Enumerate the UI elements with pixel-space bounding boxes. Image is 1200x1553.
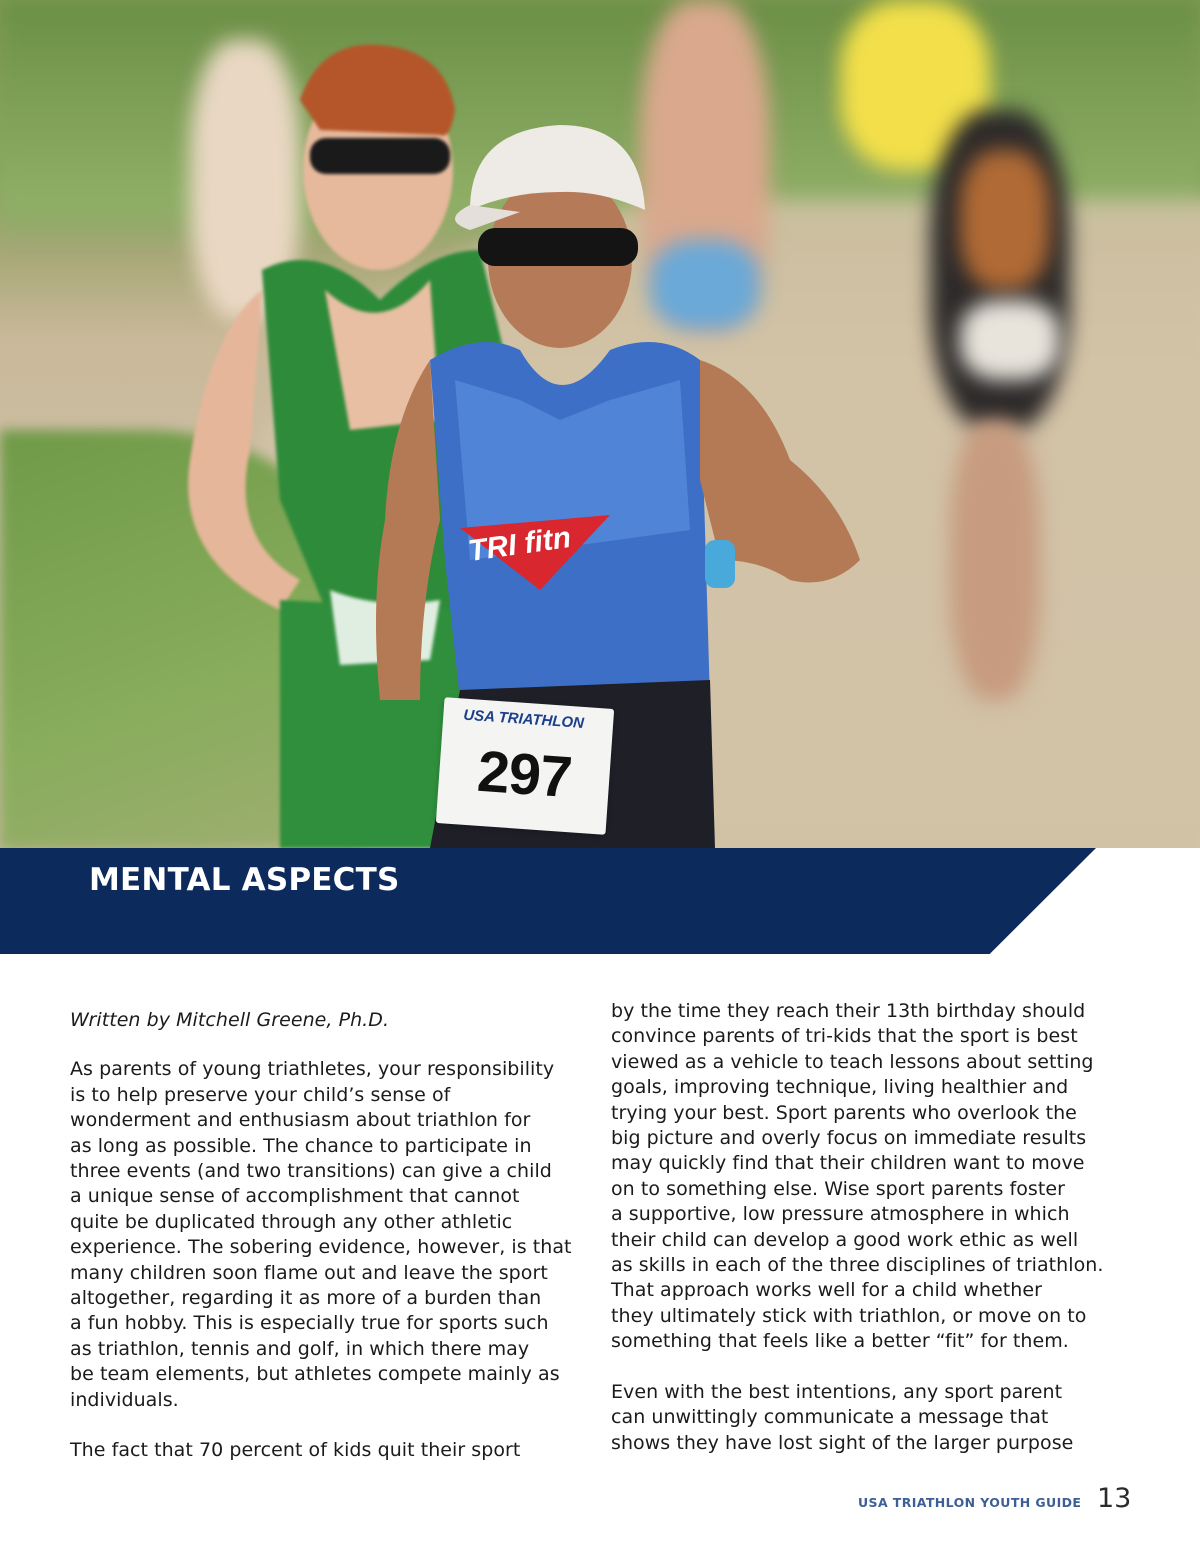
race-bib [436,697,614,835]
text-line: viewed as a vehicle to teach lessons about setting [611,1050,1094,1073]
text-line: three events (and two transitions) can give a child [70,1160,552,1183]
text-line: That approach works well for a child whether [611,1279,1042,1302]
text-line: trying your best. Sport parents who overlook the [611,1101,1077,1124]
jersey-sponsor-text: TRI fitn [466,520,574,569]
text-line: individuals. [70,1388,179,1411]
text-line: as long as possible. The chance to participate in [70,1134,532,1157]
text-line: altogether, regarding it as more of a burden than [70,1287,542,1310]
text-line: something that feels like a better “fit” for them. [611,1330,1069,1353]
text-line: they ultimately stick with triathlon, or move on to [611,1304,1087,1327]
article-left-column [70,1008,590,1489]
article-paragraph [70,1057,590,1413]
article-paragraph [611,999,1131,1355]
text-line: as skills in each of the three disciplines of triathlon. [611,1254,1104,1277]
section-title: MENTAL ASPECTS [89,862,400,898]
text-line: may quickly find that their children want to move [611,1152,1085,1175]
text-line: shows they have lost sight of the larger purpose [611,1431,1074,1454]
race-bib-number: 297 [475,738,574,811]
text-line: on to something else. Wise sport parents foster [611,1177,1065,1200]
text-line: be team elements, but athletes compete mainly as [70,1363,560,1386]
text-line: Even with the best intentions, any sport parent [611,1380,1063,1403]
text-line: quite be duplicated through any other athletic [70,1210,513,1233]
text-line: as triathlon, tennis and golf, in which there may [70,1337,530,1360]
text-line: goals, improving technique, living healthier and [611,1076,1069,1099]
text-line: many children soon flame out and leave the sport [70,1261,548,1284]
text-line: As parents of young triathletes, your responsibility [70,1058,555,1081]
page-number: 13 [1097,1483,1132,1514]
text-line: big picture and overly focus on immediate results [611,1127,1087,1150]
article-right-column [611,999,1131,1481]
text-line: a fun hobby. This is especially true for sports such [70,1312,549,1335]
text-line: their child can develop a good work ethic as well [611,1228,1079,1251]
text-line: convince parents of tri-kids that the sport is best [611,1025,1078,1048]
publication-name: USA TRIATHLON YOUTH GUIDE [858,1495,1082,1510]
article-paragraph [611,1380,1131,1456]
text-line: experience. The sobering evidence, however, is that [70,1236,572,1259]
article-byline: Written by Mitchell Greene, Ph.D. [70,1009,390,1031]
text-line: wonderment and enthusiasm about triathlon for [70,1109,531,1132]
text-line: can unwittingly communicate a message that [611,1406,1049,1429]
text-line: a supportive, low pressure atmosphere in which [611,1203,1070,1226]
text-line: The fact that 70 percent of kids quit their sport [70,1439,521,1462]
race-bib-header: USA TRIATHLON [462,706,585,732]
text-line: by the time they reach their 13th birthday should [611,1000,1086,1022]
text-line: is to help preserve your child’s sense of [70,1083,451,1106]
text-line: a unique sense of accomplishment that cannot [70,1185,520,1208]
article-paragraph [70,1438,590,1463]
